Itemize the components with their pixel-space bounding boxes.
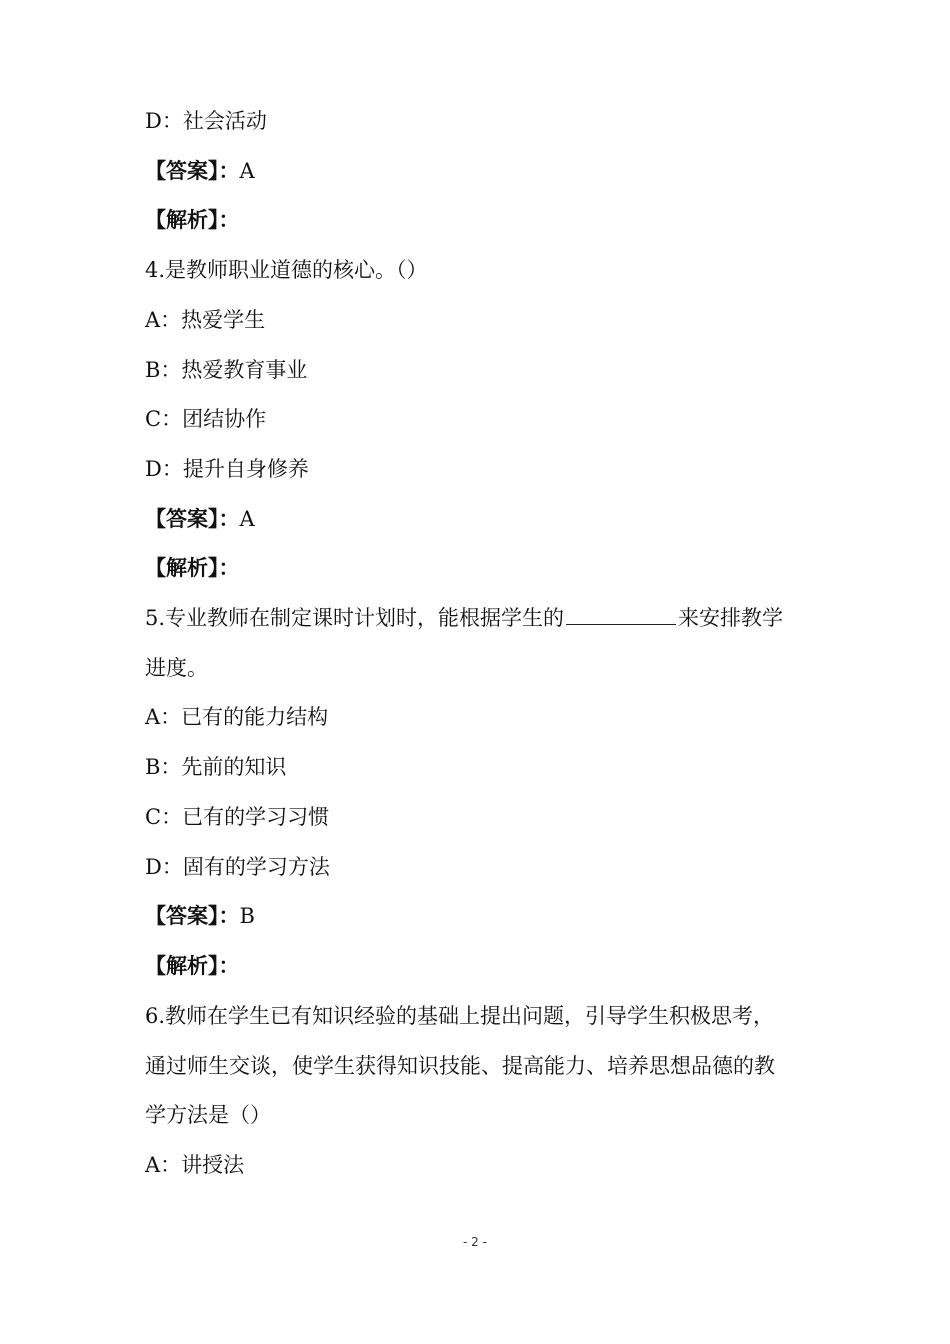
answer-label: 【答案】：	[145, 158, 240, 183]
answer-label: 【答案】：	[145, 903, 240, 928]
q5-option-b: B：先前的知识	[145, 755, 287, 779]
q4-option-a: A：热爱学生	[145, 308, 266, 332]
answer-value: B	[239, 904, 255, 928]
q5-stem	[145, 604, 783, 632]
q3-analysis-label: 【解析】：	[145, 207, 240, 232]
fill-in-blank	[566, 604, 676, 625]
q4-stem: 4.是教师职业道德的核心。（）	[145, 258, 428, 282]
q6-stem-line3: 学方法是（）	[145, 1103, 271, 1127]
q3-answer	[145, 157, 255, 185]
q5-analysis-label: 【解析】：	[145, 953, 240, 978]
q6-stem-line1: 6.教师在学生已有知识经验的基础上提出问题，引导学生积极思考，	[145, 1004, 775, 1028]
answer-value: A	[239, 159, 255, 183]
q4-option-b: B：热爱教育事业	[145, 358, 308, 382]
q5-option-d: D：固有的学习方法	[145, 855, 330, 879]
answer-label: 【答案】：	[145, 506, 240, 531]
q5-stem-line2: 进度。	[145, 656, 208, 680]
q6-option-a: A：讲授法	[145, 1153, 245, 1177]
page-number: - 2 -	[463, 1235, 487, 1249]
q5-stem-part1: 5.专业教师在制定课时计划时，能根据学生的	[145, 606, 565, 630]
q4-analysis-label: 【解析】：	[145, 555, 240, 580]
q5-stem-part2: 来安排教学	[678, 606, 784, 630]
q3-option-d: D：社会活动	[145, 109, 267, 133]
q4-answer	[145, 505, 255, 533]
q5-option-a: A：已有的能力结构	[145, 705, 329, 729]
q5-answer	[145, 902, 255, 930]
q4-option-d: D：提升自身修养	[145, 457, 309, 481]
q4-option-c: C：团结协作	[145, 407, 267, 431]
answer-value: A	[239, 507, 255, 531]
q5-option-c: C：已有的学习习惯	[145, 805, 330, 829]
q6-stem-line2: 通过师生交谈，使学生获得知识技能、提高能力、培养思想品德的教	[145, 1054, 775, 1078]
